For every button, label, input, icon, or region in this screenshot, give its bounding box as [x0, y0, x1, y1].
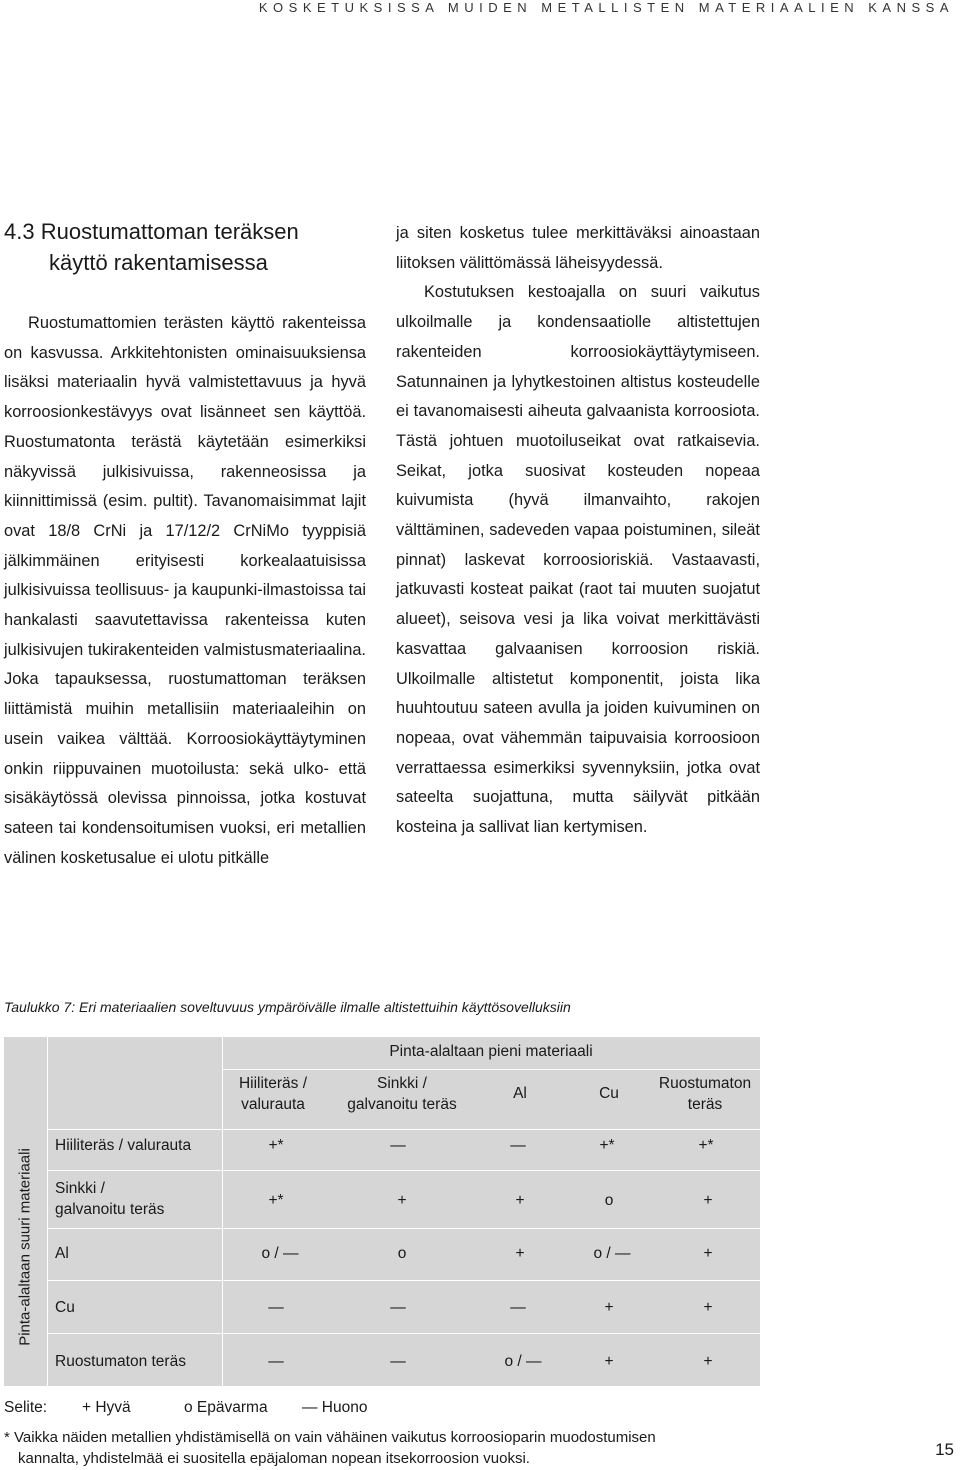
table-cell: —	[268, 1299, 284, 1316]
body-paragraph: Ruostumattomien terästen käyttö rakenteissa on kasvussa. Arkkitehtonisten ominaisuuksiensa lisäksi materiaalin hyvä valmistettavuus ja hyvä korroosionkestävyys ovat lisänneet sen käyttöä. Ruostumatonta terästä käytetään esimerkiksi näkyvissä julkisivuissa, rakenneosissa ja kiinnittimissä (esim. pultit). Tavanomaisimmat lajit ovat 18/8 CrNi ja 17/12/2 CrNiMo tyyppisiä jälkimmäinen erityisesti korkealaatuisissa julkisivuissa teollisuus- ja kaupunki-ilmastoissa tai hankalasti saavutettavissa rakenteissa kuten julkisivujen tukirakenteiden valmistusmateriaalina. Joka tapauksessa, ruostumattoman teräksen liittämistä muihin metallisiin materiaaleihin on usein vaikea välttää. Korroosiokäyttäytyminen onkin riippuvainen muotoilusta: sekä ulko- että sisäkäytössä olevissa pinnoissa, jotka kostuvat sateen tai kondensoitumisen vuoksi, eri metallien välinen kosketusalue ei ulotu pitkälle	[4, 314, 366, 867]
left-column	[4, 309, 366, 873]
legend-title: Selite:	[4, 1399, 48, 1416]
table-cell: +*	[698, 1137, 714, 1154]
table-divider	[47, 1333, 760, 1334]
table-cell: —	[390, 1137, 406, 1154]
table-side-header	[4, 1037, 47, 1386]
table-cell: +	[703, 1245, 713, 1262]
section-heading	[4, 216, 299, 278]
page-number: 15	[935, 1440, 954, 1459]
table-cell: o	[604, 1192, 614, 1209]
body-paragraph: Kostutuksen kestoajalla on suuri vaikutus ulkoilmalle ja kondensaatiolle altistettujen rakenteiden korroosiokäyttäytymiseen. Satunnainen ja lyhytkestoinen altistus kosteudelle ei tavanomaisesti aiheuta galvaanista korroosiota. Tästä johtuen muotoiluseikat ovat ratkaisevia. Seikat, jotka suosivat kosteuden nopeaa kuivumista (hyvä ilmanvaihto, rakojen välttäminen, sadeveden vapaa poistuminen, sileät pinnat) laskevat korroosioriskiä. Vastaavasti, jatkuvasti kosteat paikat (raot tai muuten suojatut alueet), seisova vesi ja lika voivat merkittävästi kasvattaa galvaanisen korroosion riskiä. Ulkoilmalle altistetut komponentit, joista lika huuhtoutuu sateen avulla ja joiden kuivuminen on nopeaa, ovat vähemmän taipuvaisia korroosioon verrattaessa esimerkiksi syvennyksiin, jotka ovat sateelta suojattuna, mutta säilyvät pitkään kosteina ja sallivat lian kertymisen.	[396, 283, 760, 837]
column-header: Cu	[599, 1085, 619, 1102]
column-header: Hiiliteräs / valurauta	[238, 1075, 308, 1113]
compatibility-table	[4, 1037, 760, 1386]
table-cell: —	[510, 1299, 526, 1316]
top-label: Pinta-alaltaan pieni materiaali	[389, 1043, 593, 1060]
column-header: Al	[513, 1085, 527, 1102]
right-column	[396, 219, 760, 843]
table-cell: +	[604, 1299, 614, 1316]
table-cell: +*	[268, 1192, 284, 1209]
column-header: Sinkki / galvanoitu teräs	[347, 1075, 457, 1113]
section-title-line1: Ruostumattoman teräksen	[40, 219, 299, 244]
table-cell: +	[703, 1299, 713, 1316]
legend-uncertain: o Epävarma	[184, 1399, 268, 1416]
side-label: Pinta-alaltaan suuri materiaali	[16, 1148, 34, 1346]
table-cell: +	[397, 1192, 407, 1209]
table-caption: Taulukko 7: Eri materiaalien soveltuvuus ympäröivälle ilmalle altistettuihin käyttösovelluksiin	[4, 999, 571, 1015]
table-cell: —	[268, 1353, 284, 1370]
table-cell: o / —	[261, 1245, 299, 1262]
table-cell: o	[397, 1245, 407, 1262]
section-number: 4.3	[4, 219, 35, 244]
table-cell: +	[703, 1192, 713, 1209]
table-divider	[47, 1280, 760, 1281]
table-cell: +*	[268, 1137, 284, 1154]
row-header: Hiiliteräs / valurauta	[55, 1137, 192, 1154]
footnote-line1: * Vaikka näiden metallien yhdistämisellä on vain vähäinen vaikutus korroosioparin muodostumisen	[4, 1429, 656, 1446]
table-cell: o / —	[593, 1245, 631, 1262]
row-header: Ruostumaton teräs	[55, 1353, 186, 1370]
table-cell: —	[510, 1137, 526, 1154]
table-cell: +*	[599, 1137, 615, 1154]
running-head: KOSKETUKSISSA MUIDEN METALLISTEN MATERIAALIEN KANSSA	[258, 0, 954, 15]
row-header: Al	[55, 1245, 69, 1262]
body-paragraph: ja siten kosketus tulee merkittäväksi ainoastaan liitoksen välittömässä läheisyydessä.	[396, 224, 760, 272]
table-divider	[47, 1129, 760, 1130]
legend-poor: — Huono	[302, 1399, 368, 1416]
footnote	[4, 1427, 774, 1469]
column-header: Ruostumaton teräs	[658, 1075, 752, 1113]
row-header: Cu	[55, 1299, 75, 1316]
footnote-line2: kannalta, yhdistelmää ei suositella epäjaloman nopean itsekorroosion vuoksi.	[18, 1450, 530, 1467]
row-header: Sinkki / galvanoitu teräs	[55, 1180, 165, 1218]
table-cell: +	[515, 1245, 525, 1262]
table-cell: —	[390, 1353, 406, 1370]
table-cell: +	[515, 1192, 525, 1209]
section-title-line2: käyttö rakentamisessa	[49, 250, 268, 275]
table-cell: +	[703, 1353, 713, 1370]
table-divider	[47, 1170, 760, 1171]
table-divider	[222, 1069, 760, 1070]
legend-good: + Hyvä	[82, 1399, 131, 1416]
table-cell: +	[604, 1353, 614, 1370]
table-cell: o / —	[504, 1353, 542, 1370]
table-cell: —	[390, 1299, 406, 1316]
table-divider	[47, 1228, 760, 1229]
